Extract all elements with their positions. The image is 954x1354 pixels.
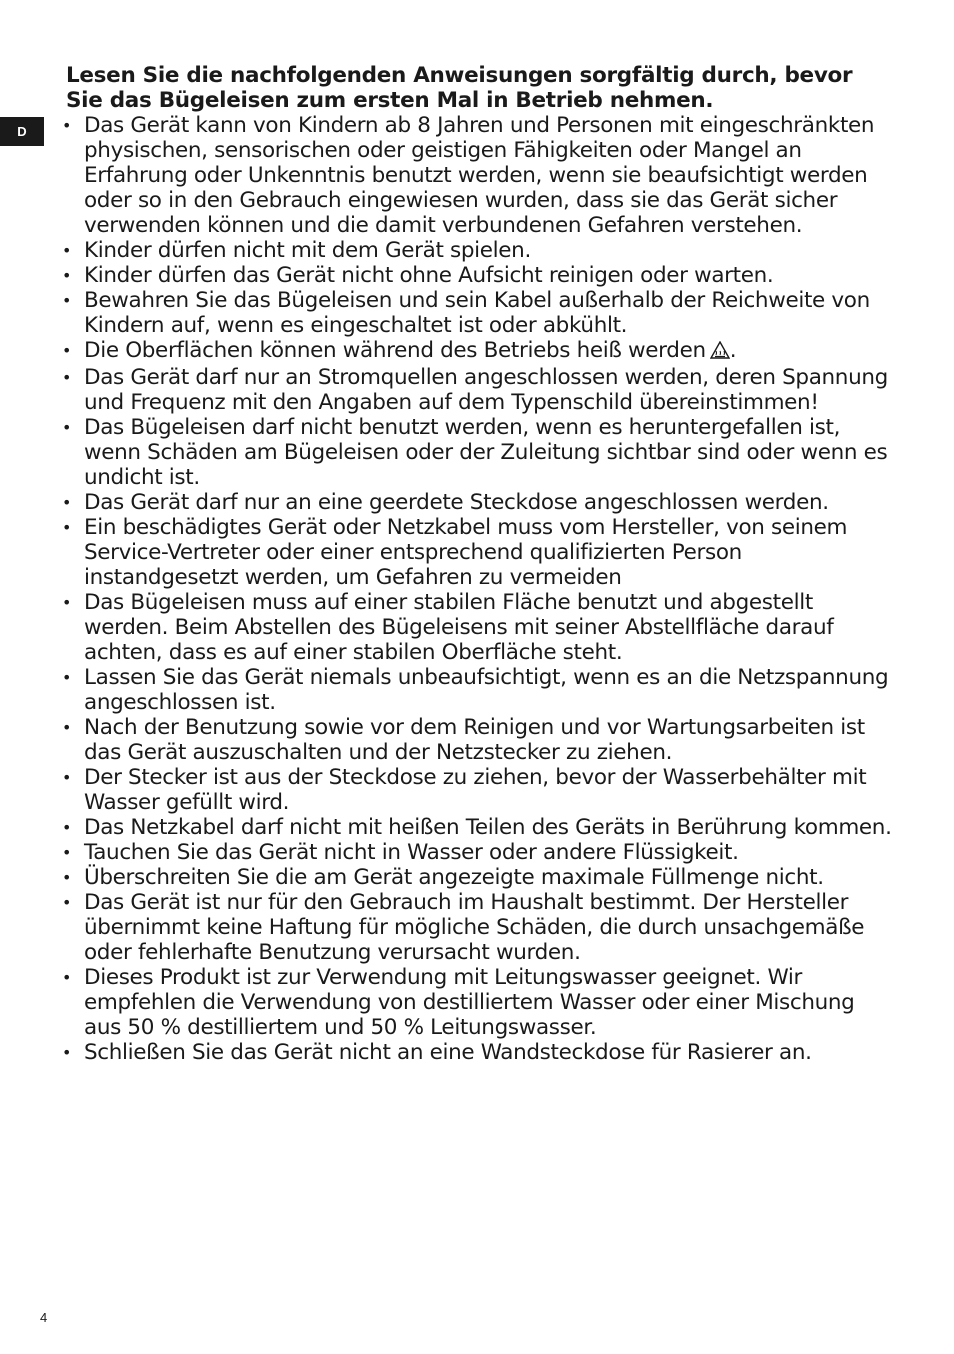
intro-heading: Lesen Sie die nachfolgenden Anweisungen sorgfältig durch, bevor Sie das Bügeleisen zum ersten Mal in Betrieb nehmen. [66, 63, 853, 113]
page-number: 4 [40, 1310, 48, 1325]
list-item: • Schließen Sie das Gerät nicht an eine Wandsteckdose für Rasierer an. [66, 1040, 896, 1065]
list-item-text: Die Oberflächen können während des Betriebs heiß werden [84, 338, 706, 363]
list-item [66, 338, 896, 365]
list-item: • Das Gerät darf nur an eine geerdete Steckdose angeschlossen werden. [66, 490, 896, 515]
list-item: • Tauchen Sie das Gerät nicht in Wasser oder andere Flüssigkeit. [66, 840, 896, 865]
list-item: • Lassen Sie das Gerät niemals unbeaufsichtigt, wenn es an die Netzspannung angeschlossen ist. [66, 665, 896, 715]
hot-surface-warning-icon [710, 340, 730, 365]
list-item: • Kinder dürfen das Gerät nicht ohne Aufsicht reinigen oder warten. [66, 263, 896, 288]
list-item-suffix: . [729, 338, 737, 363]
list-item: • Bewahren Sie das Bügeleisen und sein Kabel außerhalb der Reichweite von Kindern auf, wenn es eingeschaltet ist oder abkühlt. [66, 288, 896, 338]
list-item: • Das Gerät ist nur für den Gebrauch im Haushalt bestimmt. Der Hersteller übernimmt keine Haftung für mögliche Schäden, die durch unsachgemäße oder fehlerhafte Benutzung verursacht wurden. [66, 890, 896, 965]
list-item: • Das Bügeleisen muss auf einer stabilen Fläche benutzt und abgestellt werden. Beim Abstellen des Bügeleisens mit seiner Abstellfläche darauf achten, dass es auf einer stabilen Oberfläche steht. [66, 590, 896, 665]
list-item: • Das Gerät kann von Kindern ab 8 Jahren und Personen mit eingeschränkten physischen, sensorischen oder geistigen Fähigkeiten oder Mangel an Erfahrung oder Unkenntnis benutzt werden, wenn sie beaufsichtigt werden oder so in den Gebrauch eingewiesen wurden, dass sie das Gerät sicher verwenden können und die damit verbundenen Gefahren verstehen. [66, 113, 896, 238]
instruction-list [66, 113, 896, 1065]
list-item: • Das Bügeleisen darf nicht benutzt werden, wenn es heruntergefallen ist, wenn Schäden am Bügeleisen oder der Zuleitung sichtbar sind oder wenn es undicht ist. [66, 415, 896, 490]
safety-instructions [66, 63, 896, 1065]
language-tab: D [0, 117, 44, 146]
list-item: • Überschreiten Sie die am Gerät angezeigte maximale Füllmenge nicht. [66, 865, 896, 890]
list-item: • Kinder dürfen nicht mit dem Gerät spielen. [66, 238, 896, 263]
list-item: • Nach der Benutzung sowie vor dem Reinigen und vor Wartungsarbeiten ist das Gerät auszuschalten und der Netzstecker zu ziehen. [66, 715, 896, 765]
list-item: • Das Gerät darf nur an Stromquellen angeschlossen werden, deren Spannung und Frequenz mit den Angaben auf dem Typenschild übereinstimmen! [66, 365, 896, 415]
list-item: • Das Netzkabel darf nicht mit heißen Teilen des Geräts in Berührung kommen. [66, 815, 896, 840]
list-item: • Ein beschädigtes Gerät oder Netzkabel muss vom Hersteller, von seinem Service-Vertreter oder einer entsprechend qualifizierten Person instandgesetzt werden, um Gefahren zu vermeiden [66, 515, 896, 590]
list-item: • Dieses Produkt ist zur Verwendung mit Leitungswasser geeignet. Wir empfehlen die Verwendung von destilliertem Wasser oder einer Mischung aus 50 % destilliertem und 50 % Leitungswasser. [66, 965, 896, 1040]
list-item: • Der Stecker ist aus der Steckdose zu ziehen, bevor der Wasserbehälter mit Wasser gefüllt wird. [66, 765, 896, 815]
